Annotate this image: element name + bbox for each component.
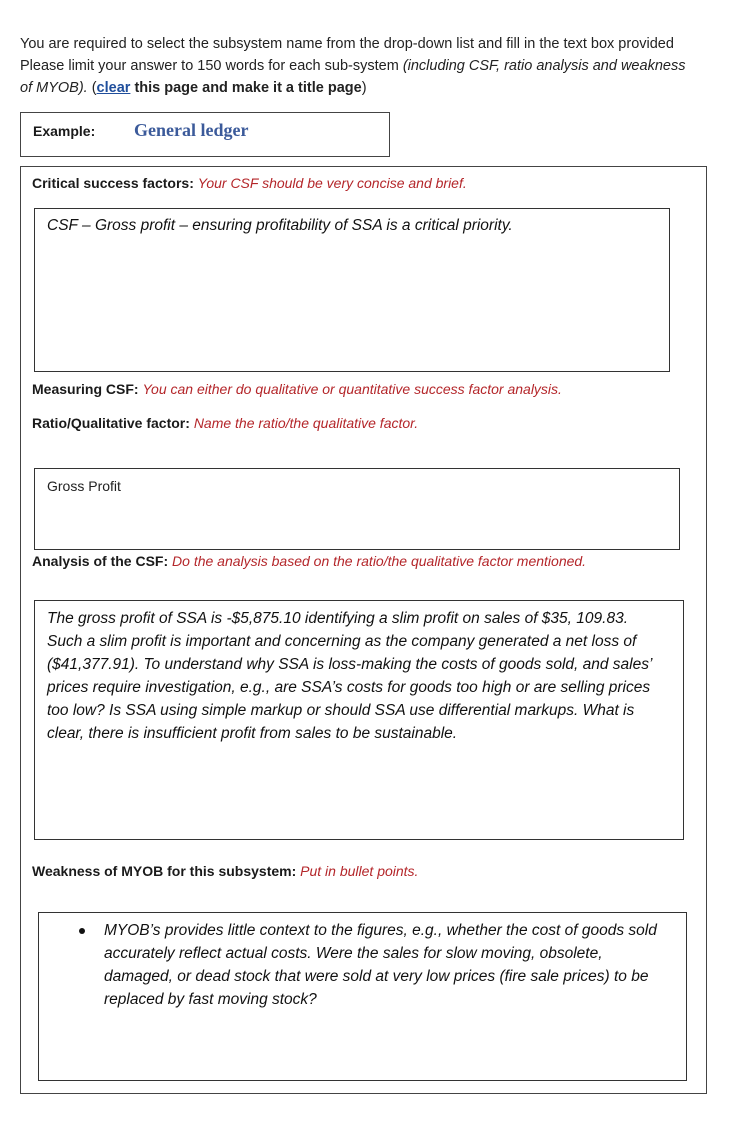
analysis-answer	[47, 607, 677, 745]
analysis-heading: Analysis of the CSF: Do the analysis based on the ratio/the qualitative factor mentioned.	[32, 553, 587, 569]
analysis-text-box[interactable]	[34, 600, 684, 840]
instructions	[20, 33, 725, 99]
analysis-line: clear, there is insufficient profit from sales to be sustainable.	[47, 725, 458, 742]
csf-text-box[interactable]	[34, 208, 670, 372]
example-label: Example:	[33, 123, 96, 139]
csf-answer: CSF – Gross profit – ensuring profitability of SSA is a critical priority.	[47, 217, 513, 234]
example-box	[20, 112, 390, 157]
csf-heading: Critical success factors: Your CSF should be very concise and brief.	[32, 175, 467, 191]
instructions-line-1: You are required to select the subsystem name from the drop-down list and fill in the text box provided	[20, 36, 674, 52]
weakness-line: MYOB’s provides little context to the figures, e.g., whether the cost of goods sold	[104, 922, 657, 939]
analysis-line: too low? Is SSA using simple markup or should SSA use differential markups. What is	[47, 702, 635, 719]
weakness-heading: Weakness of MYOB for this subsystem: Put in bullet points.	[32, 863, 419, 879]
bullet-icon	[79, 928, 85, 934]
instructions-line-2: Please limit your answer to 150 words for each sub-system (including CSF, ratio analysis and weakness	[20, 58, 686, 74]
ratio-text-box[interactable]	[34, 468, 680, 550]
analysis-line: The gross profit of SSA is -$5,875.10 identifying a slim profit on sales of $35, 109.83.	[47, 610, 629, 627]
measuring-heading: Measuring CSF: You can either do qualitative or quantitative success factor analysis.	[32, 381, 562, 397]
analysis-line: Such a slim profit is important and concerning as the company generated a net loss of	[47, 633, 637, 650]
weakness-line: replaced by fast moving stock?	[104, 991, 317, 1008]
weakness-text-box[interactable]	[38, 912, 687, 1081]
weakness-line: damaged, or dead stock that were sold at very low prices (fire sale prices) to be	[104, 968, 649, 985]
clear-link[interactable]: clear	[96, 80, 131, 96]
ratio-answer: Gross Profit	[47, 478, 121, 494]
subsystem-form	[20, 166, 707, 1094]
subsystem-dropdown[interactable]: General ledger	[134, 120, 249, 140]
weakness-bullet-item	[104, 919, 684, 1011]
instructions-line-3: of MYOB). (clear this page and make it a title page)	[20, 80, 367, 96]
analysis-line: ($41,377.91). To understand why SSA is loss-making the costs of goods sold, and sales’	[47, 656, 653, 673]
ratio-heading: Ratio/Qualitative factor: Name the ratio/the qualitative factor.	[32, 415, 419, 431]
analysis-line: prices require investigation, e.g., are SSA’s costs for goods too high or are selling prices	[47, 679, 651, 696]
weakness-line: accurately reflect actual costs. Were the sales for slow moving, obsolete,	[104, 945, 603, 962]
